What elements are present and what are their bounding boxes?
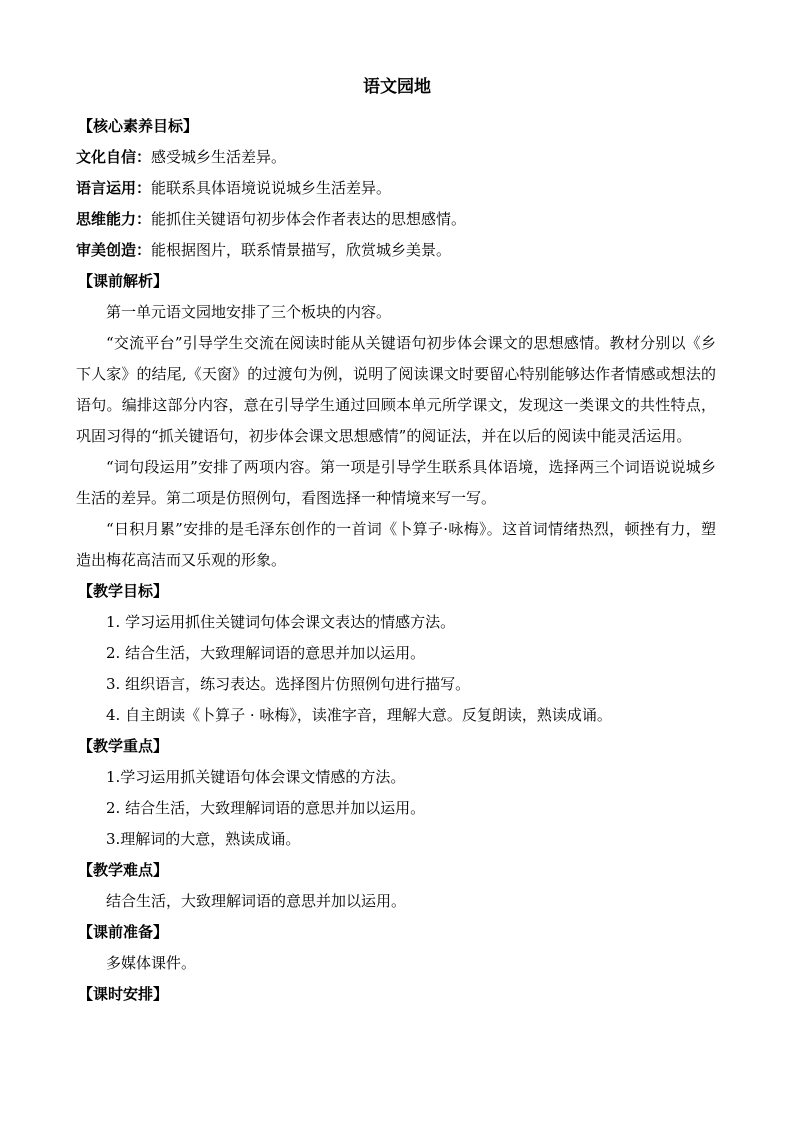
- goal-aesthetic: [76, 235, 716, 266]
- difficulty-text: 结合生活，大致理解词语的意思并加以运用。: [106, 892, 407, 910]
- core-goals-heading: 【核心素养目标】: [78, 117, 199, 135]
- goal-language: [76, 173, 716, 204]
- goal-label: 文化自信：: [76, 148, 152, 166]
- key-point-item: 3.理解词的大意，熟读成诵。: [106, 830, 301, 848]
- goal-text: 感受城乡生活差异。: [151, 148, 287, 166]
- goal-label: 审美创造：: [76, 241, 152, 259]
- difficulty-heading: 【教学难点】: [78, 861, 169, 879]
- analysis-heading: 【课前解析】: [78, 272, 169, 290]
- teaching-goal-item: 2. 结合生活，大致理解词语的意思并加以运用。: [106, 644, 426, 662]
- analysis-paragraph: 第一单元语文园地安排了三个板块的内容。: [106, 303, 392, 321]
- teaching-goal-item: 1. 学习运用抓住关键词句体会课文表达的情感方法。: [106, 613, 456, 631]
- goal-text: 能根据图片，联系情景描写，欣赏城乡美景。: [151, 241, 452, 259]
- key-points-heading: 【教学重点】: [78, 737, 169, 755]
- goal-label: 思维能力：: [76, 210, 152, 228]
- schedule-heading: 【课时安排】: [78, 985, 169, 1003]
- analysis-paragraph: “日积月累”安排的是毛泽东创作的一首词《卜算子·咏梅》。这首词情绪热烈，顿挫有力，塑造出梅花高洁而又乐观的形象。: [76, 520, 716, 569]
- goal-culture: [76, 142, 716, 173]
- key-point-item: 2. 结合生活，大致理解词语的意思并加以运用。: [106, 799, 426, 817]
- goal-text: 能联系具体语境说说城乡生活差异。: [151, 179, 392, 197]
- preparation-heading: 【课前准备】: [78, 923, 169, 941]
- preparation-text: 多媒体课件。: [106, 954, 197, 972]
- teaching-goal-item: 3. 组织语言，练习表达。选择图片仿照例句进行描写。: [106, 675, 471, 693]
- goal-thinking: [76, 204, 716, 235]
- key-point-item: 1.学习运用抓关键语句体会课文情感的方法。: [106, 768, 406, 786]
- analysis-paragraph: “交流平台”引导学生交流在阅读时能从关键语句初步体会课文的思想感情。教材分别以《乡下人家》的结尾,《天窗》的过渡句为例，说明了阅读课文时要留心特别能够达作者情感或想法的语句。编排这部分内容，意在引导学生通过回顾本单元所学课文，发现这一类课文的共性特点，巩固习得的“抓关键语句，初步体会课文思想感情”的阅证法，并在以后的阅读中能灵活运用。: [76, 334, 716, 445]
- document-body: [76, 111, 716, 1010]
- teaching-goal-item: 4. 自主朗读《卜算子 · 咏梅》，读准字音，理解大意。反复朗读，熟读成诵。: [106, 706, 612, 724]
- goal-text: 能抓住关键语句初步体会作者表达的思想感情。: [151, 210, 467, 228]
- goal-label: 语言运用：: [76, 179, 152, 197]
- document-title: 语文园地: [363, 77, 431, 97]
- analysis-paragraph: “词句段运用”安排了两项内容。第一项是引导学生联系具体语境，选择两三个词语说说城乡生活的差异。第二项是仿照例句，看图选择一种情境来写一写。: [76, 458, 716, 507]
- teaching-goals-heading: 【教学目标】: [78, 582, 169, 600]
